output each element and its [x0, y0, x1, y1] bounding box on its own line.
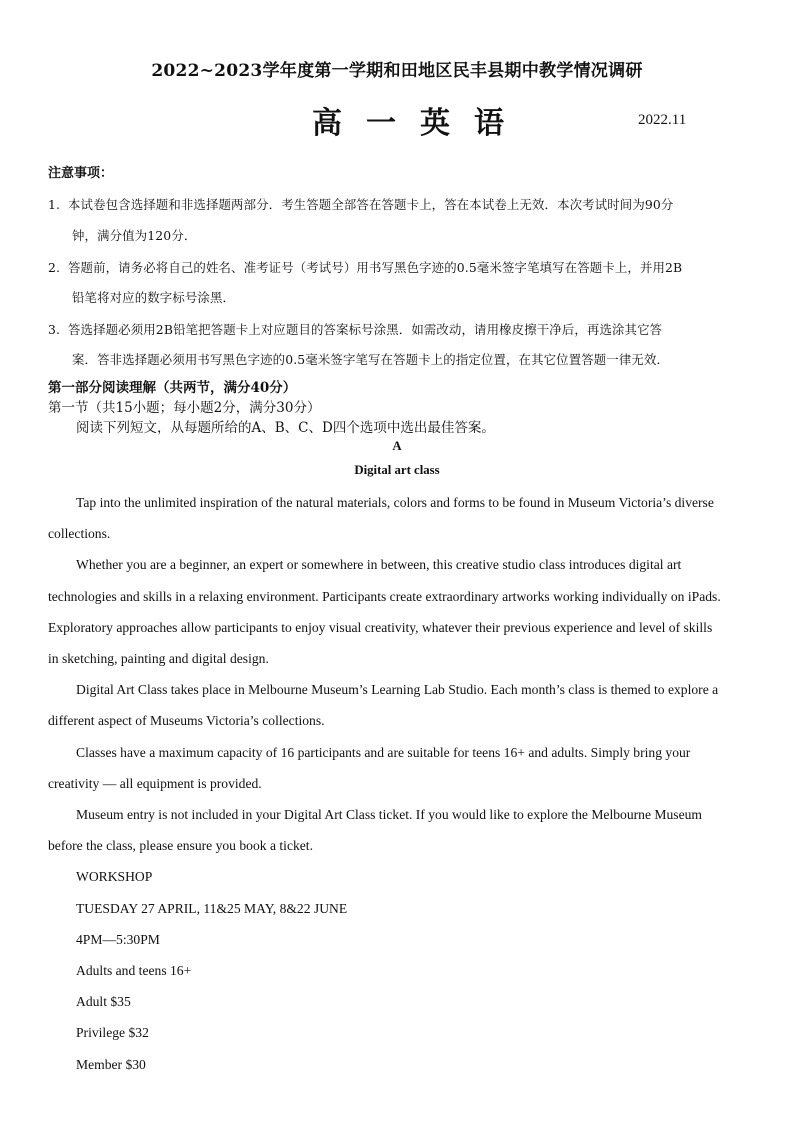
passage-line: before the class, please ensure you book a ticket.	[48, 838, 313, 853]
notice-item-2-num: 2.	[48, 260, 61, 275]
passage-line: creativity — all equipment is provided.	[48, 776, 262, 791]
passage-line: Classes have a maximum capacity of 16 participants and are suitable for teens 16+ and adults. Simply bring your	[76, 745, 691, 760]
subject-title: 高一英语	[312, 106, 528, 141]
passage-line: collections.	[48, 526, 111, 541]
notice-item-1-line1: 本试卷包含选择题和非选择题两部分．考生答题全部答在答题卡上，答在本试卷上无效．本次考试时间为90分	[68, 197, 674, 212]
price-privilege: Privilege $32	[76, 1025, 149, 1040]
notice-item-1	[48, 195, 673, 213]
passage-line: Digital Art Class takes place in Melbourne Museum’s Learning Lab Studio. Each month’s class is themed to explore a	[76, 682, 719, 697]
workshop-time: 4PM—5:30PM	[76, 932, 160, 947]
price-member: Member $30	[76, 1057, 146, 1072]
notice-item-3-num: 3.	[48, 322, 61, 337]
notice-item-2-line2: 铅笔将对应的数字标号涂黑．	[72, 290, 236, 305]
instruction: 阅读下列短文，从每题所给的A、B、C、D四个选项中选出最佳答案。	[76, 420, 495, 436]
part-heading: 第一部分阅读理解（共两节，满分40分）	[48, 380, 297, 396]
exam-date: 2022.11	[638, 112, 687, 128]
passage-line: technologies and skills in a relaxing environment. Participants create extraordinary artworks working individually on iPads.	[48, 589, 721, 604]
workshop-dates: TUESDAY 27 APRIL, 11&25 MAY, 8&22 JUNE	[76, 901, 348, 916]
notice-item-1-num: 1.	[48, 197, 61, 212]
notice-item-3-line1: 答选择题必须用2B铅笔把答题卡上对应题目的答案标号涂黑．如需改动，请用橡皮擦干净后，再选涂其它答	[68, 322, 663, 337]
passage-line: Museum entry is not included in your Digital Art Class ticket. If you would like to explore the Melbourne Museum	[76, 807, 702, 822]
workshop-audience: Adults and teens 16+	[76, 963, 192, 978]
notice-heading: 注意事项：	[48, 166, 114, 181]
notice-item-2	[48, 258, 682, 276]
notice-item-3-line2: 案．答非选择题必须用书写黑色字迹的0.5毫米签字笔写在答题卡上的指定位置，在其它位置答题一律无效．	[72, 352, 670, 367]
price-adult: Adult $35	[76, 994, 131, 1009]
passage-title: Digital art class	[354, 463, 440, 477]
exam-title: 2022~2023学年度第一学期和田地区民丰县期中教学情况调研	[151, 61, 643, 81]
section-heading: 第一节（共15小题；每小题2分，满分30分）	[48, 400, 321, 416]
passage-line: different aspect of Museums Victoria’s collections.	[48, 713, 325, 728]
passage-line: Whether you are a beginner, an expert or somewhere in between, this creative studio class introduces digital art	[76, 557, 682, 572]
notice-item-3	[48, 320, 662, 338]
notice-item-1-line2: 钟，满分值为120分．	[72, 228, 197, 243]
notice-item-2-line1: 答题前，请务必将自己的姓名、准考证号（考试号）用书写黑色字迹的0.5毫米签字笔填写在答题卡上，并用2B	[68, 260, 683, 275]
passage-line: in sketching, painting and digital design.	[48, 651, 269, 666]
passage-line: Exploratory approaches allow participants to enjoy visual creativity, whatever their previous experience and level of skills	[48, 620, 713, 635]
passage-line: Tap into the unlimited inspiration of the natural materials, colors and forms to be found in Museum Victoria’s diverse	[76, 495, 714, 510]
passage-label: A	[392, 439, 402, 453]
workshop-heading: WORKSHOP	[76, 869, 153, 884]
